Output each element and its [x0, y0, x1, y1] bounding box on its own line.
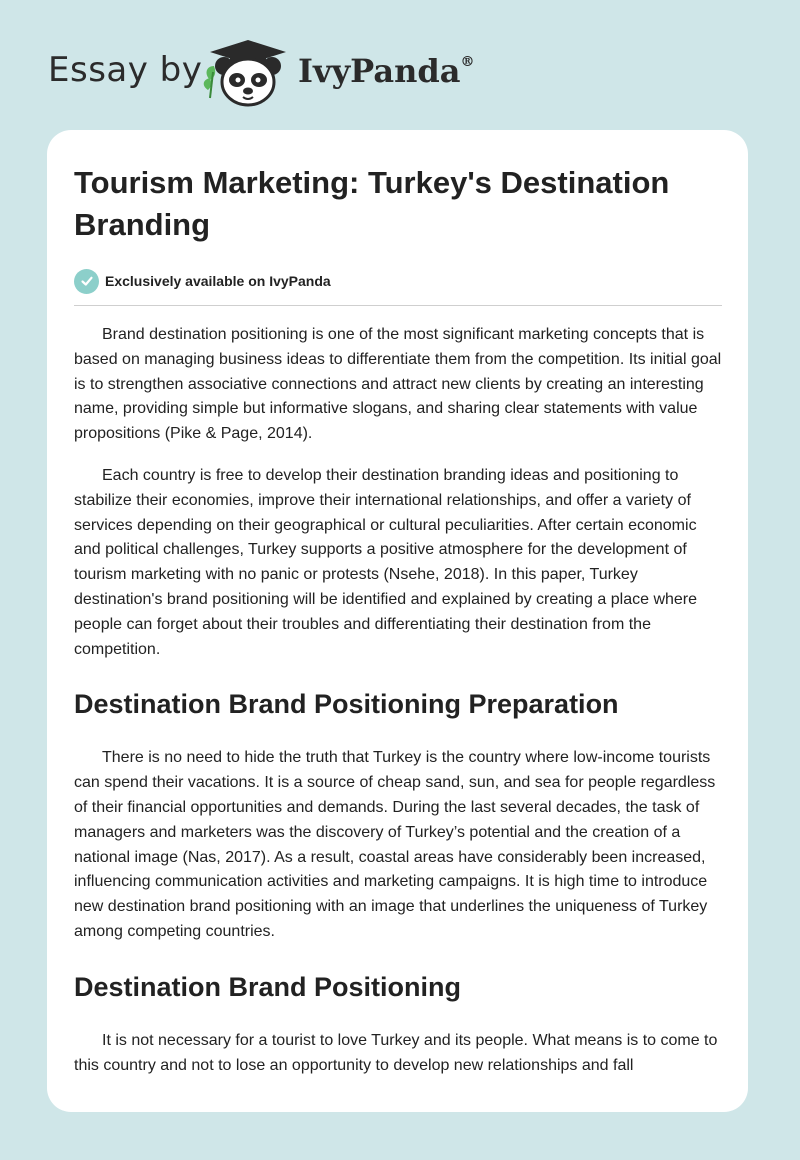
article-card — [47, 130, 748, 1112]
brand-text: IvyPanda — [298, 52, 461, 90]
site-header — [0, 0, 800, 130]
brand-name[interactable] — [298, 52, 474, 90]
divider — [74, 305, 722, 306]
exclusive-badge — [74, 268, 722, 294]
article-title: Tourism Marketing: Turkey's Destination Branding — [74, 165, 670, 242]
essay-by-label: Essay by — [48, 50, 203, 90]
section-paragraph-preparation: There is no need to hide the truth that Turkey is the country where low-income tourists can spend their vacations. It is a source of cheap sand, sun, and sea for people regardless of their financial opportunities and demands. During the last several decades, the task of managers and marketers was the discovery of Turkey’s potential and the creation of a national image (Nas, 2017). As a result, coastal areas have considerably been increased, influencing communication activities and marketing campaigns. It is high time to introduce new destination brand positioning with an image that underlines the uniqueness of Turkey among competing countries. — [74, 749, 716, 940]
section-heading-preparation: Destination Brand Positioning Preparation — [74, 689, 619, 720]
check-icon — [74, 269, 99, 294]
panda-logo-icon[interactable] — [200, 36, 296, 108]
section-paragraph-positioning: It is not necessary for a tourist to love Turkey and its people. What means is to come to this country and not to lose an opportunity to develop new relationships and fall — [74, 1031, 718, 1074]
intro-paragraph-1: Brand destination positioning is one of the most significant marketing concepts that is based on managing business ideas to differentiate them from the competition. Its initial goal is to strengthen associative connections and attract new clients by creating an interesting name, providing simple but informative slogans, and sharing clear statements with value propositions (Pike & Page, 2014). — [74, 326, 722, 443]
badge-label: Exclusively available on IvyPanda — [105, 273, 331, 289]
article-content — [74, 162, 722, 1078]
intro-paragraph-2: Each country is free to develop their destination branding ideas and positioning to stabilize their economies, improve their international relationships, and offer a variety of services depending on their geographical or cultural peculiarities. After certain economic and political challenges, Turkey supports a positive atmosphere for the development of tourism marketing with no panic or protests (Nsehe, 2018). In this paper, Turkey destination's brand positioning will be identified and explained by creating a place where people can forget about their troubles and differentiating their destination from the competition. — [74, 466, 698, 658]
section-heading-positioning: Destination Brand Positioning — [74, 971, 462, 1002]
registered-mark: ® — [460, 54, 475, 70]
